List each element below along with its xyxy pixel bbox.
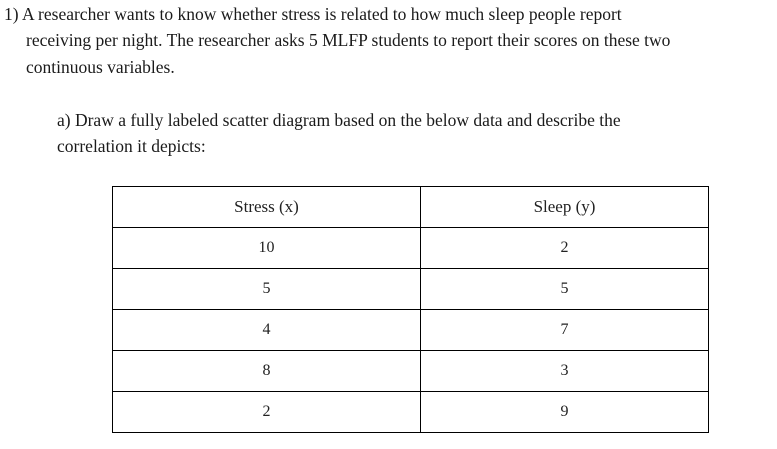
sleep-cell: 5 <box>421 269 709 310</box>
stress-cell: 10 <box>113 228 421 269</box>
question-line: receiving per night. The researcher asks 5 MLFP students to report their scores on these two <box>26 30 671 50</box>
stress-cell: 4 <box>113 310 421 351</box>
table-header-row <box>113 187 709 228</box>
sleep-cell: 7 <box>421 310 709 351</box>
table-row <box>113 310 709 351</box>
data-table <box>112 186 709 433</box>
stress-cell: 2 <box>113 392 421 433</box>
sleep-cell: 3 <box>421 351 709 392</box>
table-row <box>113 392 709 433</box>
question-line: continuous variables. <box>26 57 175 77</box>
question-line: 1) A researcher wants to know whether stress is related to how much sleep people report <box>4 4 622 24</box>
table-row <box>113 228 709 269</box>
column-header-sleep: Sleep (y) <box>421 187 709 228</box>
sleep-cell: 2 <box>421 228 709 269</box>
part-a-line: correlation it depicts: <box>57 136 206 156</box>
column-header-stress: Stress (x) <box>113 187 421 228</box>
stress-cell: 8 <box>113 351 421 392</box>
table-row <box>113 269 709 310</box>
stress-cell: 5 <box>113 269 421 310</box>
part-a-line: a) Draw a fully labeled scatter diagram based on the below data and describe the <box>57 110 621 130</box>
sleep-cell: 9 <box>421 392 709 433</box>
table-row <box>113 351 709 392</box>
